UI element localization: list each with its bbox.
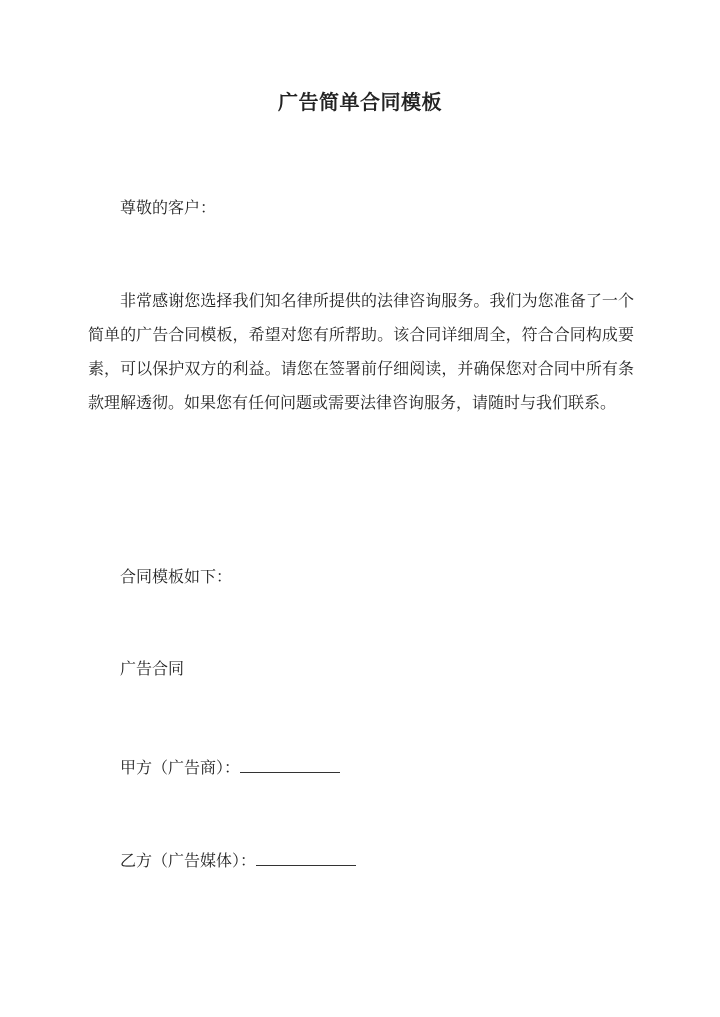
document-title: 广告简单合同模板: [278, 90, 442, 114]
contract-heading: 广告合同: [120, 659, 185, 678]
party-a-label: 甲方（广告商）：: [120, 758, 241, 777]
party-b-label: 乙方（广告媒体）：: [120, 851, 257, 870]
party-b-blank: [256, 847, 356, 866]
party-a-line: [88, 751, 634, 785]
party-b-line: [88, 844, 634, 878]
template-intro: 合同模板如下：: [120, 567, 233, 586]
body-paragraph: 非常感谢您选择我们知名律所提供的法律咨询服务。我们为您准备了一个简单的广告合同模板，希望对您有所帮助。该合同详细周全，符合合同构成要素，可以保护双方的利益。请您在签署前仔细阅读，并确保您对合同中所有条款理解透彻。如果您有任何问题或需要法律咨询服务，请随时与我们联系。: [88, 291, 634, 412]
party-a-blank: [240, 754, 340, 773]
salutation: 尊敬的客户：: [120, 198, 217, 217]
